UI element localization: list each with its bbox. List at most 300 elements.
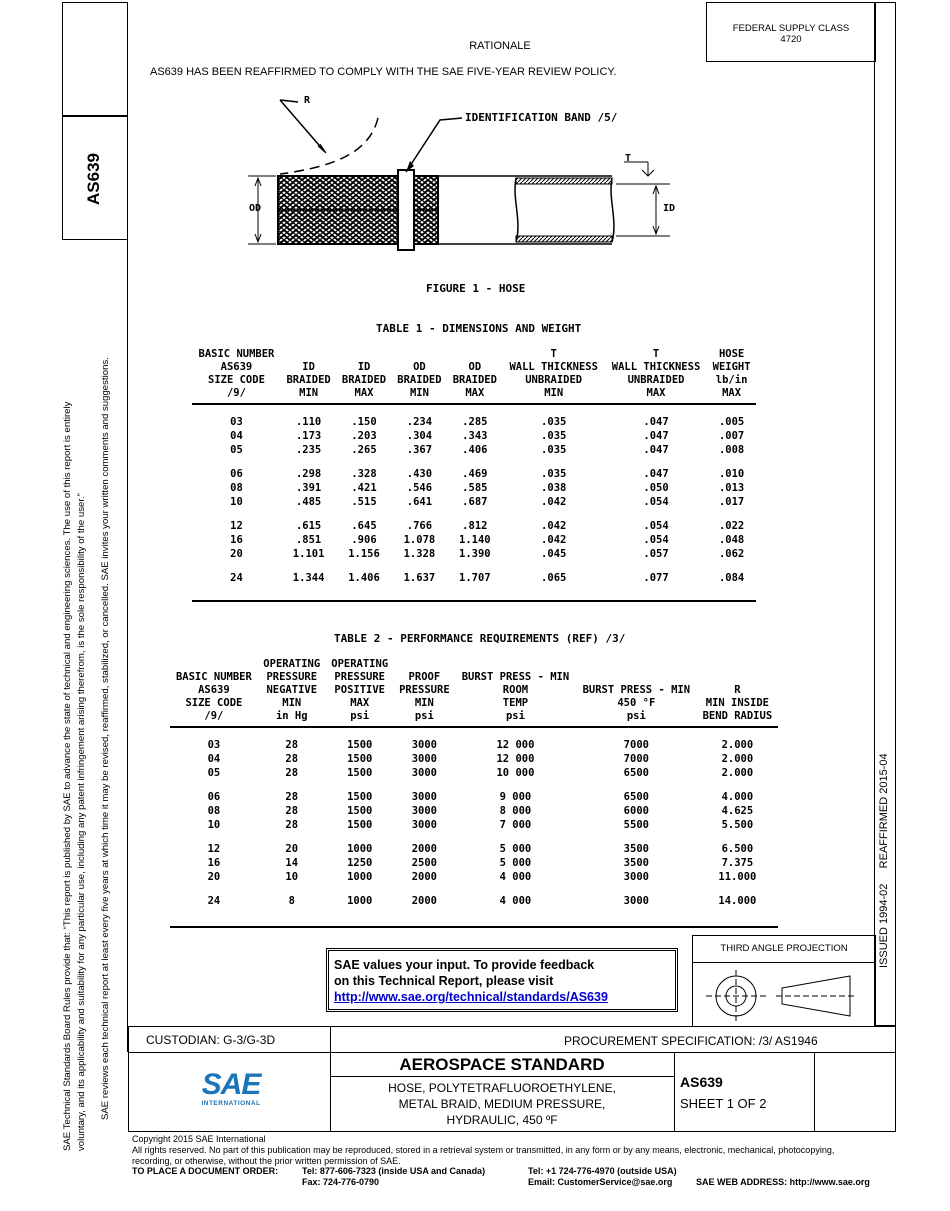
table2-cell: 12 000: [496, 753, 535, 765]
tel-intl: Tel: +1 724-776-4970 (outside USA): [528, 1166, 677, 1176]
left-doc-id: AS639: [84, 153, 103, 205]
table-row: [170, 894, 778, 908]
table1-header-line: BRAIDED: [397, 374, 442, 386]
table-row: [192, 571, 756, 585]
table2-cell: 1000: [347, 895, 373, 907]
table2-cell: 28: [285, 739, 299, 751]
table2-header-line: in Hg: [275, 710, 308, 722]
table-row: [170, 870, 778, 884]
table1-cell: .010: [718, 468, 745, 480]
table2-header-line: POSITIVE: [334, 684, 385, 696]
table2-cell: 4 000: [499, 895, 532, 907]
table1-cell: 1.328: [403, 548, 436, 560]
table-row: [192, 429, 756, 443]
description-line1: HOSE, POLYTETRAFLUOROETHYLENE,: [388, 1081, 616, 1095]
table2-header-5: [576, 658, 697, 727]
table2-cell: 08: [207, 805, 221, 817]
table2-cell: 24: [207, 895, 221, 907]
figure-label-band: IDENTIFICATION BAND /5/: [465, 111, 618, 124]
table-row: [192, 443, 756, 457]
table2-cell: 10 000: [496, 767, 535, 779]
table1-title: TABLE 1 - DIMENSIONS AND WEIGHT: [376, 322, 582, 335]
table1-header-5: [503, 348, 605, 404]
table1-header-6: [605, 348, 707, 404]
table2-header-line: psi: [505, 710, 525, 722]
table1-cell: 08: [230, 482, 243, 494]
table2-cell: 2000: [411, 871, 437, 883]
table2-cell: 3000: [411, 767, 437, 779]
table1-cell: 12: [230, 520, 243, 532]
table2-header-line: MAX: [350, 697, 370, 709]
table1-header-line: UNBRAIDED: [525, 374, 583, 386]
table1-header-line: WEIGHT: [712, 361, 751, 373]
table1-cell: .430: [406, 468, 433, 480]
table2-cell: 9 000: [499, 791, 532, 803]
left-border-line: [127, 2, 129, 1052]
table1-cell: 1.140: [459, 534, 491, 546]
table2-cell: 28: [285, 819, 299, 831]
table1-header-line: UNBRAIDED: [627, 374, 685, 386]
table2-header-line: BURST PRESS - MIN: [461, 671, 570, 683]
table2-cell: 2.000: [721, 767, 754, 779]
table2-bottom-rule: [170, 926, 778, 928]
table1-cell: .007: [718, 430, 745, 442]
table2-cell: 28: [285, 767, 299, 779]
table2-cell: 7000: [623, 753, 649, 765]
feedback-line2: on this Technical Report, please visit: [334, 974, 554, 988]
procurement-spec: PROCUREMENT SPECIFICATION: /3/ AS1946: [564, 1034, 818, 1048]
sheet-divider: [814, 1052, 815, 1132]
table2-cell: 04: [207, 753, 221, 765]
table2-cell: 3000: [411, 819, 437, 831]
table2-cell: 28: [285, 805, 299, 817]
table1-cell: 16: [230, 534, 243, 546]
table-row: [170, 842, 778, 856]
sae-logo-sub: INTERNATIONAL: [201, 1100, 261, 1107]
table1-cell: .013: [718, 482, 745, 494]
table1-cell: 1.637: [403, 572, 436, 584]
table1-cell: .812: [462, 520, 488, 532]
table1-cell: .035: [541, 468, 567, 480]
table2-title: TABLE 2 - PERFORMANCE REQUIREMENTS (REF) /3/: [334, 632, 626, 645]
table2-header-line: TEMP: [502, 697, 529, 709]
custodian: CUSTODIAN: G-3/G-3D: [146, 1033, 276, 1047]
title-divider: [674, 1052, 675, 1132]
table1-cell: 1.707: [459, 572, 491, 584]
table1-cell: 04: [230, 430, 243, 442]
table2-cell: 3000: [411, 753, 437, 765]
table1-header-line: /9/: [226, 387, 246, 399]
table1-cell: .048: [718, 534, 745, 546]
table2-cell: 3500: [623, 857, 649, 869]
web-address[interactable]: SAE WEB ADDRESS: http://www.sae.org: [696, 1177, 870, 1187]
description-line2: METAL BRAID, MEDIUM PRESSURE,: [398, 1097, 606, 1111]
table2-header-line: MIN INSIDE: [705, 697, 769, 709]
table2-header-line: OPERATING: [263, 658, 321, 670]
table1-cell: .054: [643, 534, 669, 546]
projection-label: THIRD ANGLE PROJECTION: [720, 943, 848, 954]
sae-logo-mark: SAE: [201, 1068, 261, 1101]
table1-header-line: MIN: [544, 387, 564, 399]
table2-cell: 5 000: [499, 857, 532, 869]
table1-header-3: [392, 348, 447, 404]
table2-header-line: psi: [626, 710, 646, 722]
table2-header-line: BURST PRESS - MIN: [582, 684, 691, 696]
table2-cell: 1500: [347, 805, 373, 817]
table2-cell: 10: [285, 871, 299, 883]
fax: Fax: 724-776-0790: [302, 1177, 380, 1187]
table1-cell: .906: [351, 534, 377, 546]
table2-header-2: [326, 658, 394, 727]
table2-cell: 3500: [623, 843, 649, 855]
table2-cell: 14: [285, 857, 299, 869]
figure-label-r: R: [304, 95, 311, 106]
table1-cell: .615: [295, 520, 322, 532]
table1-cell: 06: [230, 468, 243, 480]
table2-cell: 20: [207, 871, 221, 883]
table-row: [170, 738, 778, 752]
table2-cell: 2500: [411, 857, 437, 869]
table1-cell: .077: [643, 572, 669, 584]
table2-header-0: [170, 658, 258, 727]
sheet-number: SHEET 1 OF 2: [680, 1096, 767, 1111]
table2-cell: 4.625: [721, 805, 754, 817]
table2-header-line: MIN: [414, 697, 434, 709]
standard-title: AEROSPACE STANDARD: [399, 1055, 605, 1074]
table2-cell: 6500: [623, 791, 649, 803]
table1-cell: 1.156: [348, 548, 380, 560]
rights-line1: All rights reserved. No part of this publication may be reproduced, stored in a retrieval system or transmitted, in any form or by any means, electronic, mechanical, photocopying,: [132, 1145, 835, 1155]
table2-cell: 8: [288, 895, 295, 907]
rules-notice-line2: voluntary, and its applicability and suitability for any particular use, including any patent infringement arising therefrom, is the sole responsibility of the user.”: [76, 493, 87, 1151]
table1-cell: .766: [406, 520, 433, 532]
supply-class-label: FEDERAL SUPPLY CLASS: [732, 23, 850, 34]
table2-cell: 6.500: [721, 843, 754, 855]
table2-cell: 2000: [411, 895, 437, 907]
table1-cell: .515: [351, 496, 377, 508]
table1-cell: 10: [230, 496, 243, 508]
table2-cell: 3000: [411, 739, 437, 751]
table2-header-line: SIZE CODE: [185, 697, 243, 709]
table1-cell: .054: [643, 520, 669, 532]
identification-band: [398, 170, 414, 250]
standard-title-underline: [330, 1076, 674, 1077]
figure-label-t: T: [625, 153, 632, 164]
table1-cell: 05: [230, 444, 243, 456]
rationale-title: RATIONALE: [469, 40, 531, 52]
hose-figure: [230, 90, 690, 290]
table2-cell: 2.000: [721, 739, 754, 751]
table1-header-line: SIZE CODE: [208, 374, 265, 386]
table-row: [170, 790, 778, 804]
table1-cell: .265: [351, 444, 377, 456]
table1-header-7: [707, 348, 756, 404]
table1-cell: .065: [541, 572, 567, 584]
table1-cell: .022: [718, 520, 745, 532]
table1-cell: .008: [718, 444, 745, 456]
table2-cell: 1250: [347, 857, 373, 869]
table2-cell: 8 000: [499, 805, 532, 817]
table1-cell: .005: [718, 416, 745, 428]
table1-header-1: [281, 348, 336, 404]
table1-cell: .546: [406, 482, 433, 494]
table2-cell: 1500: [347, 819, 373, 831]
table1-group-spacer: [192, 561, 756, 571]
table2-group-spacer: [170, 727, 778, 738]
table2-cell: 05: [207, 767, 221, 779]
table1-cell: .406: [462, 444, 488, 456]
table2-header-line: AS639: [198, 684, 230, 696]
table2-header-line: NEGATIVE: [266, 684, 318, 696]
table2-cell: 1000: [347, 843, 373, 855]
sae-logo: [196, 1070, 266, 1107]
table-row: [170, 856, 778, 870]
table2-group-spacer: [170, 884, 778, 894]
table1-cell: .035: [541, 416, 567, 428]
table1-group-spacer: [192, 404, 756, 415]
table1-header-line: MAX: [646, 387, 666, 399]
table1-header-line: T: [550, 348, 557, 360]
table-row: [192, 495, 756, 509]
table1-cell: .042: [541, 520, 567, 532]
copyright: Copyright 2015 SAE International: [132, 1134, 266, 1144]
table2-cell: 03: [207, 739, 221, 751]
table1-header-4: [447, 348, 502, 404]
performance-table: [170, 658, 778, 908]
table-row: [192, 547, 756, 561]
table2-cell: 2000: [411, 843, 437, 855]
table-row: [192, 533, 756, 547]
tel-us: Tel: 877-606-7323 (inside USA and Canada): [302, 1166, 486, 1176]
table2-cell: 5.500: [721, 819, 754, 831]
table1-cell: .035: [541, 430, 567, 442]
table1-cell: .110: [295, 416, 322, 428]
table-row: [170, 818, 778, 832]
table2-cell: 28: [285, 753, 299, 765]
figure-caption: FIGURE 1 - HOSE: [426, 282, 526, 295]
table2-cell: 14.000: [718, 895, 757, 907]
table2-cell: 3000: [623, 871, 649, 883]
table1-header-line: MAX: [354, 387, 374, 399]
table2-cell: 1500: [347, 767, 373, 779]
table1-group-spacer: [192, 457, 756, 467]
table1-cell: 1.344: [292, 572, 325, 584]
table2-header-line: OPERATING: [331, 658, 389, 670]
table1-cell: 24: [230, 572, 243, 584]
doc-number: AS639: [680, 1074, 723, 1090]
table1-cell: .421: [351, 482, 377, 494]
table2-cell: 1000: [347, 871, 373, 883]
table1-header-line: ID: [357, 361, 371, 373]
table1-cell: 1.406: [348, 572, 380, 584]
table1-cell: .042: [541, 534, 567, 546]
table1-header-line: MAX: [722, 387, 742, 399]
table2-group-spacer: [170, 832, 778, 842]
projection-symbol: [700, 968, 870, 1024]
table2-header-line: R: [734, 684, 741, 696]
table2-header-line: PRESSURE: [334, 671, 385, 683]
table1-cell: .285: [462, 416, 488, 428]
table1-cell: .485: [295, 496, 322, 508]
left-top-box: [62, 2, 128, 116]
rationale-text: AS639 HAS BEEN REAFFIRMED TO COMPLY WITH THE SAE FIVE-YEAR REVIEW POLICY.: [150, 66, 617, 78]
table2-cell: 20: [285, 843, 299, 855]
table2-cell: 06: [207, 791, 221, 803]
table2-cell: 4.000: [721, 791, 754, 803]
table1-header-line: HOSE: [718, 348, 745, 360]
table2-cell: 7000: [623, 739, 649, 751]
table-row: [192, 481, 756, 495]
table1-header-line: AS639: [220, 361, 253, 373]
table1-cell: 03: [230, 416, 243, 428]
table2-cell: 5 000: [499, 843, 532, 855]
table2-cell: 12: [207, 843, 221, 855]
table1-cell: .203: [351, 430, 377, 442]
table2-cell: 1500: [347, 791, 373, 803]
table1-header-line: lb/in: [715, 374, 748, 386]
table2-header-line: ROOM: [502, 684, 529, 696]
dimensions-table: [192, 348, 756, 585]
table1-cell: .645: [351, 520, 377, 532]
table2-header-line: psi: [414, 710, 434, 722]
custodian-divider: [330, 1026, 331, 1052]
table2-header-line: PRESSURE: [266, 671, 318, 683]
table2-header-3: [394, 658, 455, 727]
table1-header-line: MAX: [465, 387, 485, 399]
table1-cell: .035: [541, 444, 567, 456]
table1-cell: .469: [462, 468, 488, 480]
table2-cell: 3000: [623, 895, 649, 907]
table-row: [192, 415, 756, 429]
table1-header-line: T: [652, 348, 660, 360]
table1-header-line: BRAIDED: [286, 374, 331, 386]
table1-cell: .047: [643, 416, 669, 428]
table2-header-6: [697, 658, 778, 727]
table1-header-line: BRAIDED: [452, 374, 497, 386]
titleblock-row-divider: [128, 1052, 896, 1053]
table2-header-line: psi: [350, 710, 370, 722]
projection-divider: [692, 962, 876, 963]
table2-cell: 12 000: [496, 739, 535, 751]
table1-cell: .054: [643, 496, 669, 508]
feedback-line1: SAE values your input. To provide feedback: [334, 958, 595, 972]
table1-header-2: [336, 348, 391, 404]
rules-notice-line1: SAE Technical Standards Board Rules provide that: “This report is published by SAE to advance the state of technical and engineering sciences. The use of this report is entirely: [62, 401, 73, 1151]
table2-header-1: [258, 658, 326, 727]
table2-cell: 3000: [411, 805, 437, 817]
table1-bottom-rule: [192, 600, 756, 602]
table1-cell: .017: [718, 496, 745, 508]
table1-cell: .042: [541, 496, 567, 508]
table1-cell: 1.101: [292, 548, 325, 560]
table2-cell: 6500: [623, 767, 649, 779]
table2-cell: 2.000: [721, 753, 754, 765]
table2-cell: 4 000: [499, 871, 532, 883]
table2-cell: 1500: [347, 739, 373, 751]
table1-cell: .047: [643, 430, 669, 442]
table2-header-line: 450 °F: [617, 697, 656, 709]
table1-cell: .391: [295, 482, 322, 494]
table1-header-line: ID: [302, 361, 315, 373]
supply-class-value: 4720: [780, 34, 802, 45]
table2-cell: 7.375: [721, 857, 754, 869]
table1-header-line: MIN: [299, 387, 319, 399]
table2-cell: 11.000: [718, 871, 757, 883]
feedback-link[interactable]: http://www.sae.org/technical/standards/AS639: [334, 990, 608, 1004]
table2-header-line: MIN: [282, 697, 302, 709]
table1-cell: 20: [230, 548, 243, 560]
table2-cell: 7 000: [499, 819, 532, 831]
rights-line2: recording, or otherwise, without the prior written permission of SAE.: [132, 1156, 401, 1166]
table2-cell: 16: [207, 857, 221, 869]
figure-label-id: ID: [663, 203, 676, 214]
table2-header-line: BEND RADIUS: [702, 710, 773, 722]
table1-cell: 1.078: [403, 534, 436, 546]
table1-cell: .173: [295, 430, 322, 442]
table2-cell: 1500: [347, 753, 373, 765]
figure-label-od: OD: [249, 203, 262, 214]
table1-cell: .328: [351, 468, 377, 480]
table2-cell: 3000: [411, 791, 437, 803]
table1-cell: .050: [643, 482, 669, 494]
table1-header-line: OD: [468, 361, 482, 373]
table2-cell: 6000: [623, 805, 649, 817]
table-row: [192, 519, 756, 533]
review-notice: SAE reviews each technical report at least every five years at which time it may be revised, reaffirmed, stabilized, or cancelled. SAE invites your written comments and suggestions.: [100, 357, 111, 1120]
table1-header-line: BRAIDED: [341, 374, 387, 386]
table1-cell: .298: [295, 468, 322, 480]
table2-header-line: BASIC NUMBER: [175, 671, 252, 683]
table1-cell: .687: [462, 496, 488, 508]
table-row: [192, 467, 756, 481]
table1-header-line: MIN: [409, 387, 429, 399]
table1-cell: .234: [406, 416, 433, 428]
table1-header-0: [192, 348, 281, 404]
table1-cell: .641: [406, 496, 433, 508]
table1-header-line: WALL THICKNESS: [509, 361, 598, 373]
table2-header-4: [455, 658, 576, 727]
description-line3: HYDRAULIC, 450 ºF: [446, 1113, 558, 1127]
table1-cell: .045: [541, 548, 567, 560]
table1-cell: .851: [295, 534, 322, 546]
table1-cell: .057: [643, 548, 669, 560]
table-row: [170, 752, 778, 766]
table1-cell: .585: [462, 482, 488, 494]
email[interactable]: Email: CustomerService@sae.org: [528, 1177, 673, 1187]
table1-header-line: WALL THICKNESS: [611, 361, 701, 373]
table1-cell: .062: [718, 548, 745, 560]
table2-header-line: /9/: [204, 710, 224, 722]
table1-cell: .084: [718, 572, 745, 584]
table-row: [170, 766, 778, 780]
table1-cell: .150: [351, 416, 377, 428]
table1-cell: 1.390: [459, 548, 491, 560]
table2-cell: 5500: [623, 819, 649, 831]
table1-cell: .047: [643, 468, 669, 480]
table1-cell: .343: [462, 430, 488, 442]
table1-cell: .235: [295, 444, 322, 456]
table1-header-line: OD: [413, 361, 426, 373]
issued-reaffirmed: ISSUED 1994-02 REAFFIRMED 2015-04: [878, 753, 890, 968]
table2-group-spacer: [170, 780, 778, 790]
table1-cell: .038: [541, 482, 567, 494]
order-label: TO PLACE A DOCUMENT ORDER:: [132, 1166, 279, 1176]
table1-header-line: BASIC NUMBER: [198, 348, 275, 360]
table-row: [170, 804, 778, 818]
table2-cell: 10: [207, 819, 221, 831]
table1-cell: .304: [406, 430, 433, 442]
table1-cell: .367: [406, 444, 433, 456]
